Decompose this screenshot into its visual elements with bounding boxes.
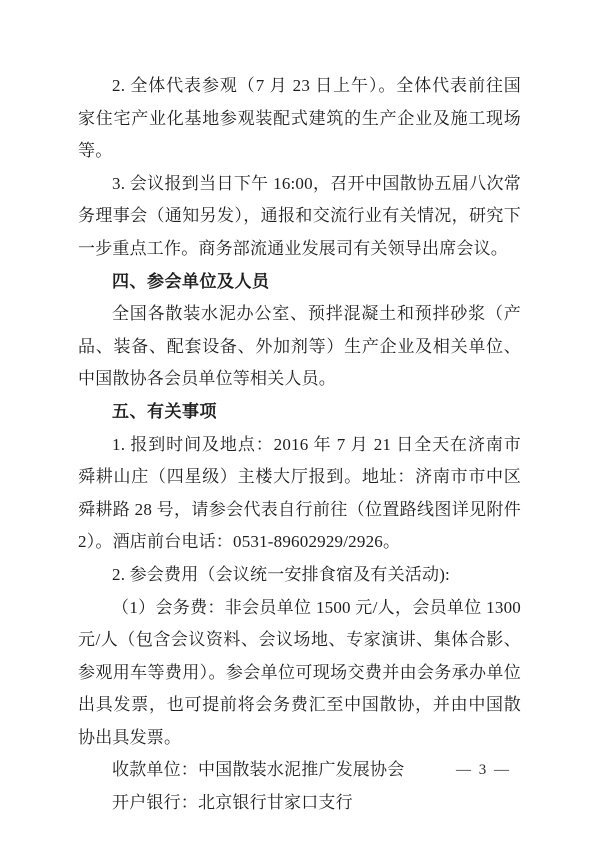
paragraph-payee-unit: 收款单位：中国散装水泥推广发展协会 bbox=[112, 760, 405, 780]
paragraph-conference-fee-details: （1）会务费：非会员单位 1500 元/人，会员单位 1300 元/人（包含会议资料、会议场地、专家演讲、集体合影、参观用车等费用）。参会单位可现场交费并由会务承办单位出具发票，也可提前将会务费汇至中国散协，并由中国散协出具发票。 bbox=[78, 597, 521, 747]
paragraph-council-meeting: 3. 会议报到当日下午 16:00，召开中国散协五届八次常务理事会（通知另发），通报和交流行业有关情况，研究下一步重点工作。商务部流通业发展司有关领导出席会议。 bbox=[78, 173, 521, 258]
page-number: — 3 — bbox=[456, 762, 511, 778]
paragraph-bank: 开户银行：北京银行甘家口支行 bbox=[112, 793, 353, 813]
paragraph-registration-time-place: 1. 报到时间及地点：2016 年 7 月 21 日全天在济南市舜耕山庄（四星级）主楼大厅报到。地址：济南市市中区舜耕路 28 号，请参会代表自行前往（位置路线图详见附件 2）。酒店前台电话：0531-89602929/2926。 bbox=[78, 434, 521, 552]
section-heading-participating-units: 四、参会单位及人员 bbox=[112, 271, 270, 291]
paragraph-fees-intro: 2. 参会费用（会议统一安排食宿及有关活动): bbox=[112, 564, 450, 584]
section-heading-related-matters: 五、有关事项 bbox=[112, 401, 217, 421]
document-body bbox=[78, 70, 521, 820]
paragraph-delegates-visit: 2. 全体代表参观（7 月 23 日上午）。全体代表前往国家住宅产业化基地参观装配式建筑的生产企业及施工现场等。 bbox=[78, 76, 521, 161]
paragraph-participants: 全国各散装水泥办公室、预拌混凝土和预拌砂浆（产品、装备、配套设备、外加剂等）生产企业及相关单位、中国散协各会员单位等相关人员。 bbox=[78, 304, 521, 389]
